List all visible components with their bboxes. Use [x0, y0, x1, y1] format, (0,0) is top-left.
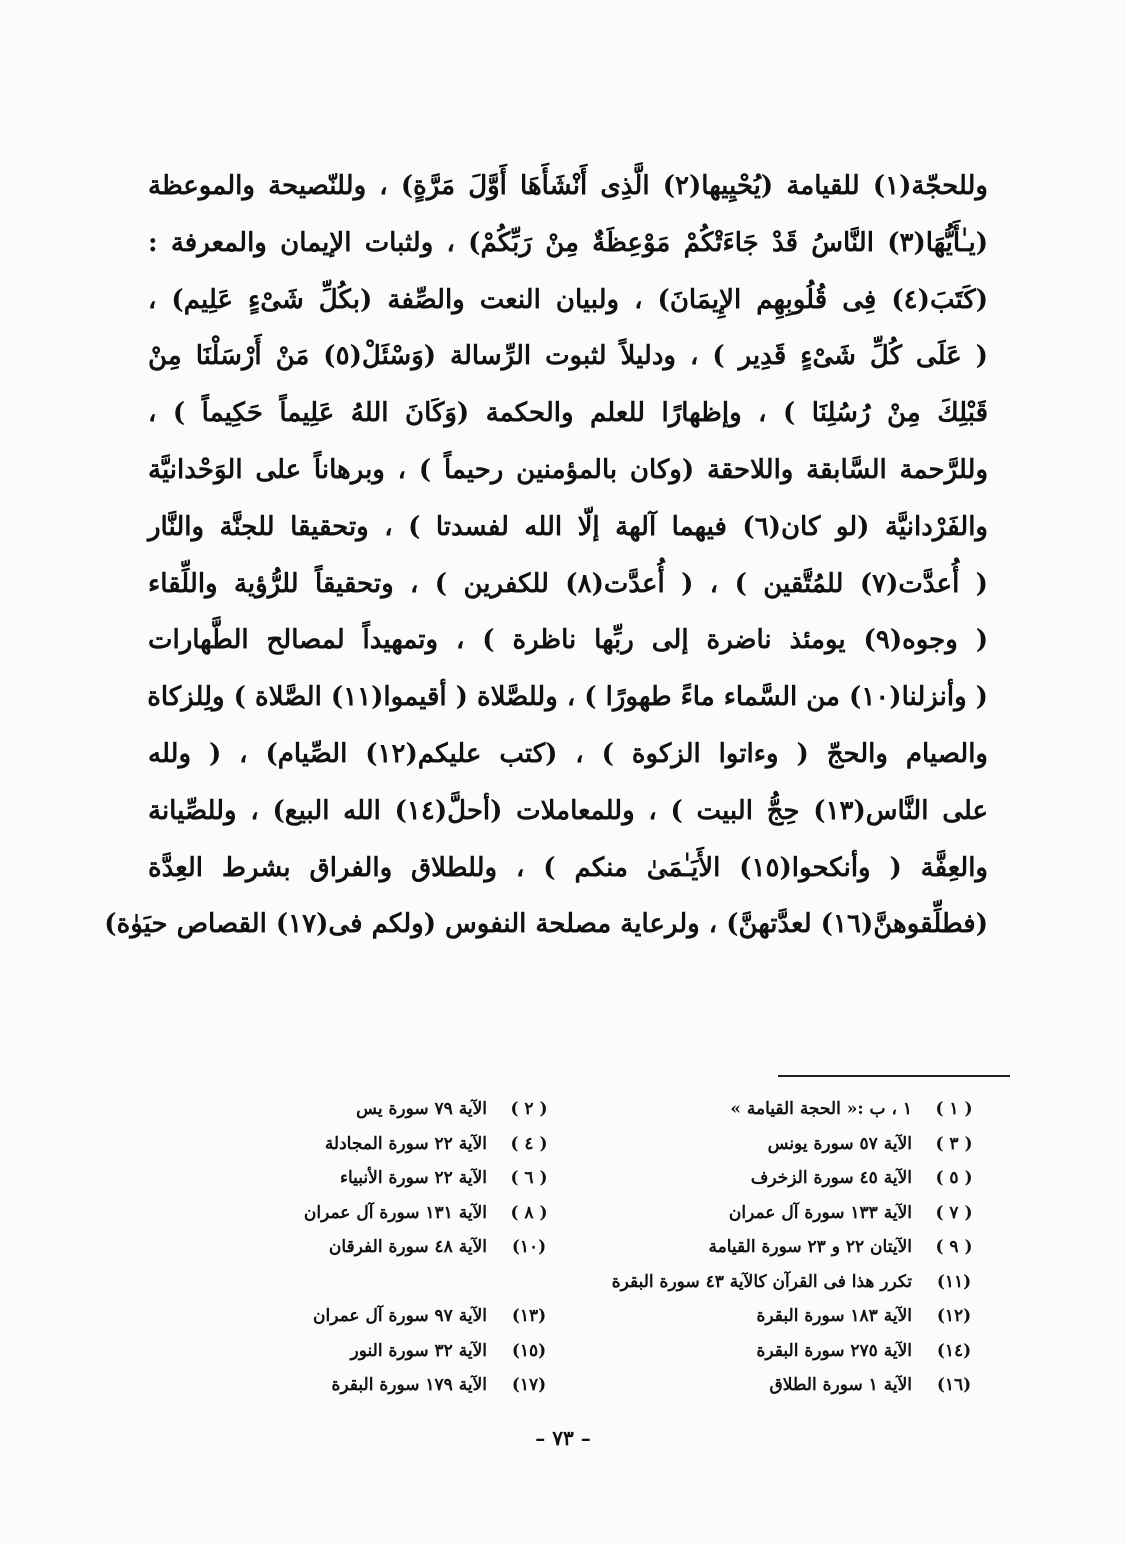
text-line: قَبْلِكَ مِنْ رُسُلِنَا ) ، وإظهارًا للعلم والحكمة (وَكَانَ اللهُ عَلِيماً حَكِيماً ) ،: [148, 398, 988, 429]
footnote-number: (١٧): [511, 1375, 547, 1395]
footnote-number: (١٢): [936, 1306, 972, 1326]
footnote: [559, 1299, 984, 1334]
footnote-text: الآية ١٨٣ سورة البقرة: [756, 1306, 912, 1326]
main-text: [104, 158, 988, 953]
footnote-text: ١ ، ب :« الحجة القيامة »: [730, 1099, 912, 1119]
footnote: [559, 1092, 984, 1127]
footnote-text: الآيتان ٢٢ و ٢٣ سورة القيامة: [708, 1237, 912, 1257]
footnote-number: (١٣): [511, 1306, 547, 1326]
text-line: (يـٰأَيُّهَا(٣) النَّاسُ قَدْ جَاءَتْكُمْ مَوْعِظَةٌ مِنْ رَبِّكُمْ) ، ولثبات الإيمان والمعرفة :: [148, 227, 988, 258]
footnote-text: تكرر هذا فى القرآن كالآية ٤٣ سورة البقرة: [611, 1271, 912, 1292]
text-line: والعِفَّة ( وأنكحوا(١٥) الأَيَـٰمَىٰ منكم ) ، وللطلاق والفراق بشرط العِدَّة: [148, 852, 988, 883]
footnote-row: [134, 1368, 984, 1403]
footnote-number: ( ٦ ): [510, 1168, 548, 1188]
footnote-row: [134, 1127, 984, 1162]
footnote-number: (١٦): [936, 1375, 972, 1395]
footnote-text: الآية ١ سورة الطلاق: [769, 1375, 912, 1395]
text-line: ( وجوه(٩) يومئذ ناضرة إلى ربِّها ناظرة ) ، وتمهيداً لمصالح الطَّهارات: [148, 625, 988, 656]
footnote-number: ( ٢ ): [510, 1099, 548, 1119]
footnote: [134, 1161, 559, 1196]
footnote: [559, 1230, 984, 1265]
footnote-text: الآية ٤٥ سورة الزخرف: [750, 1168, 912, 1188]
footnote-text: الآية ٧٩ سورة يس: [356, 1099, 487, 1119]
footnotes: [134, 1092, 984, 1403]
footnote-number: (١٤): [936, 1340, 972, 1361]
text-line: ( عَلَى كُلِّ شَىْءٍ قَدِير ) ، ودليلاً لثبوت الرِّسالة (وَسْئَلْ(٥) مَنْ أَرْسَلْنَا مِنْ: [148, 341, 988, 372]
footnote-text: الآية ٣٢ سورة النور: [350, 1340, 487, 1361]
footnote-separator: [778, 1075, 1010, 1077]
footnote-text: الآية ٩٧ سورة آل عمران: [313, 1306, 487, 1326]
footnote-text: الآية ٤٨ سورة الفرقان: [328, 1237, 487, 1257]
text-line: والفَرْدانيَّة (لو كان(٦) فيهما آلهة إلّا الله لفسدتا ) ، وتحقيقا للجنَّة والنَّار: [148, 511, 988, 542]
footnote-number: ( ٥ ): [935, 1168, 973, 1188]
footnote-number: ( ٩ ): [935, 1237, 973, 1257]
footnote-number: (١٠): [511, 1237, 547, 1257]
footnote-number: ( ٨ ): [510, 1202, 548, 1223]
footnote-number: ( ٣ ): [935, 1133, 973, 1154]
text-line: وللرَّحمة السَّابقة واللاحقة (وكان بالمؤمنين رحيماً ) ، وبرهاناً على الوَحْدانيَّة: [148, 454, 988, 485]
footnote-row: [134, 1196, 984, 1231]
footnote: [134, 1299, 559, 1334]
footnote: [134, 1196, 559, 1231]
footnote-number: (١١): [936, 1271, 972, 1292]
footnote: [134, 1127, 559, 1162]
footnote-number: ( ١ ): [935, 1099, 973, 1119]
text-line: والصيام والحجّ ( وءاتوا الزكوة ) ، (كتب عليكم(١٢) الصِّيام) ، ( ولله: [148, 738, 988, 769]
text-line: (فطلِّقوهنَّ(١٦) لعدَّتهنَّ) ، ولرعاية مصلحة النفوس (ولكم فى(١٧) القصاص حيَوٰة): [104, 909, 988, 940]
footnote-text: الآية ١٣١ سورة آل عمران: [303, 1202, 487, 1223]
footnote-number: (١٥): [511, 1340, 547, 1361]
footnote-row: [134, 1299, 984, 1334]
footnote: [559, 1196, 984, 1231]
footnote-row: [134, 1092, 984, 1127]
footnote: [559, 1161, 984, 1196]
footnote: [134, 1368, 559, 1403]
footnote-text: الآية ٥٧ سورة يونس: [767, 1133, 912, 1154]
text-line: على النَّاس(١٣) حِجُّ البيت ) ، وللمعاملات (أحلَّ(١٤) الله البيع) ، وللصِّيانة: [148, 795, 988, 826]
footnote-text: الآية ٢٢ سورة الأنبياء: [339, 1168, 487, 1188]
footnote-text: الآية ١٣٣ سورة آل عمران: [728, 1202, 912, 1223]
footnote-row: [134, 1334, 984, 1369]
footnote: [559, 1334, 984, 1369]
footnote-row: [134, 1230, 984, 1265]
footnote: [134, 1265, 984, 1300]
footnote: [559, 1127, 984, 1162]
footnote-row: [134, 1265, 984, 1300]
text-line: وللحجّة(١) للقيامة (يُحْيِيها(٢) الَّذِى أَنْشَأَهَا أَوَّلَ مَرَّةٍ) ، وللنّصيحة والموعظة: [148, 171, 988, 201]
footnote-text: الآية ٢٢ سورة المجادلة: [324, 1133, 487, 1154]
text-line: (كَتَبَ(٤) فِى قُلُوبِهِم الإِيمَانَ) ، ولبيان النعت والصِّفة (بكُلِّ شَىْءٍ عَلِيم) ،: [148, 284, 988, 315]
footnote: [134, 1092, 559, 1127]
footnote: [134, 1230, 559, 1265]
text-line: ( وأنزلنا(١٠) من السَّماء ماءً طهورًا ) ، وللصَّلاة ( أقيموا(١١) الصَّلاة ) ولِلزكاة: [147, 682, 988, 713]
footnote: [559, 1368, 984, 1403]
footnote-number: ( ٧ ): [935, 1202, 973, 1223]
page-number: – ٧٣ –: [535, 1426, 591, 1450]
footnote-number: ( ٤ ): [510, 1133, 548, 1154]
footnote-text: الآية ٢٧٥ سورة البقرة: [756, 1340, 912, 1361]
text-line: ( أُعدَّت(٧) للمُتَّقين ) ، ( أُعدَّت(٨) للكفرين ) ، وتحقيقاً للرُّؤية واللِّقاء: [148, 568, 988, 599]
footnote-text: الآية ١٧٩ سورة البقرة: [331, 1375, 487, 1395]
footnote-row: [134, 1161, 984, 1196]
footnote: [134, 1334, 559, 1369]
